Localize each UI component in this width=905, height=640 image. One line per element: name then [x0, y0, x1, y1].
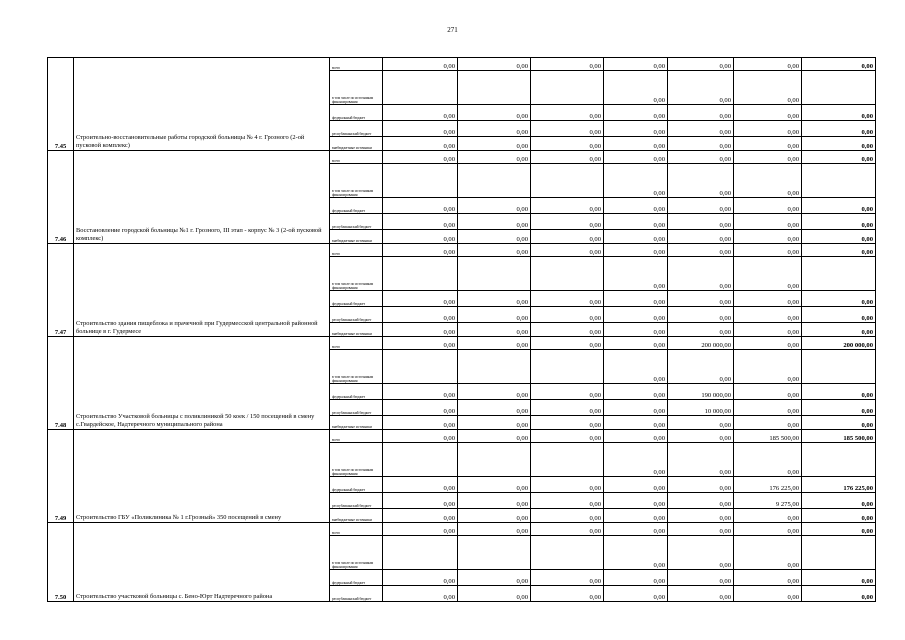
- funding-source-label: республиканский бюджет: [330, 493, 383, 509]
- value-cell: [802, 350, 876, 384]
- value-cell: [802, 443, 876, 477]
- value-cell: 0,00: [802, 291, 876, 307]
- funding-source-label: федеральный бюджет: [330, 291, 383, 307]
- value-cell: 0,00: [668, 244, 734, 257]
- value-cell: [458, 536, 531, 570]
- value-cell: 0,00: [802, 586, 876, 602]
- value-cell: 0,00: [458, 58, 531, 71]
- value-cell: 0,00: [383, 244, 458, 257]
- funding-source-label: всего: [330, 244, 383, 257]
- value-cell: [531, 164, 604, 198]
- value-cell: 0,00: [604, 214, 668, 230]
- value-cell: 0,00: [668, 350, 734, 384]
- funding-source-label: в том числе по источникам финансирования: [330, 536, 383, 570]
- value-cell: 9 275,00: [734, 493, 802, 509]
- value-cell: 0,00: [458, 291, 531, 307]
- value-cell: 0,00: [604, 523, 668, 536]
- value-cell: 0,00: [383, 105, 458, 121]
- funding-source-label: в том числе по источникам финансирования: [330, 257, 383, 291]
- value-cell: 0,00: [604, 71, 668, 105]
- value-cell: [383, 164, 458, 198]
- value-cell: 0,00: [531, 230, 604, 244]
- value-cell: 0,00: [604, 105, 668, 121]
- value-cell: 0,00: [604, 164, 668, 198]
- funding-source-label: федеральный бюджет: [330, 198, 383, 214]
- value-cell: 0,00: [734, 443, 802, 477]
- value-cell: 0,00: [383, 291, 458, 307]
- value-cell: 0,00: [458, 198, 531, 214]
- value-cell: 0,00: [604, 323, 668, 337]
- value-cell: 0,00: [604, 337, 668, 350]
- value-cell: 0,00: [734, 350, 802, 384]
- value-cell: 0,00: [383, 477, 458, 493]
- value-cell: [383, 71, 458, 105]
- value-cell: 0,00: [531, 430, 604, 443]
- value-cell: 0,00: [668, 523, 734, 536]
- funding-source-label: республиканский бюджет: [330, 400, 383, 416]
- value-cell: 0,00: [531, 337, 604, 350]
- value-cell: 0,00: [734, 121, 802, 137]
- value-cell: [458, 71, 531, 105]
- value-cell: [531, 536, 604, 570]
- value-cell: 0,00: [458, 151, 531, 164]
- value-cell: 0,00: [604, 570, 668, 586]
- value-cell: 0,00: [383, 58, 458, 71]
- funding-source-label: республиканский бюджет: [330, 586, 383, 602]
- value-cell: 0,00: [734, 400, 802, 416]
- value-cell: 0,00: [802, 214, 876, 230]
- value-cell: 0,00: [802, 151, 876, 164]
- table-row: [48, 337, 876, 350]
- value-cell: 0,00: [734, 257, 802, 291]
- value-cell: 0,00: [531, 323, 604, 337]
- table-row: [48, 430, 876, 443]
- value-cell: 0,00: [458, 493, 531, 509]
- table-row: [48, 523, 876, 536]
- value-cell: 0,00: [604, 443, 668, 477]
- value-cell: 0,00: [458, 121, 531, 137]
- value-cell: 0,00: [604, 493, 668, 509]
- value-cell: 0,00: [458, 230, 531, 244]
- value-cell: 0,00: [383, 493, 458, 509]
- value-cell: 0,00: [531, 523, 604, 536]
- value-cell: 0,00: [458, 244, 531, 257]
- item-title: Строительство участковой больницы с. Бено-Юрт Надтеречного района: [74, 523, 330, 602]
- value-cell: 0,00: [458, 523, 531, 536]
- funding-source-label: республиканский бюджет: [330, 214, 383, 230]
- item-number: 7.49: [48, 430, 74, 523]
- value-cell: 0,00: [668, 307, 734, 323]
- value-cell: 0,00: [734, 58, 802, 71]
- value-cell: 0,00: [531, 151, 604, 164]
- value-cell: 0,00: [802, 137, 876, 151]
- value-cell: 0,00: [734, 105, 802, 121]
- funding-source-label: федеральный бюджет: [330, 570, 383, 586]
- value-cell: 0,00: [734, 151, 802, 164]
- table-row: [48, 151, 876, 164]
- value-cell: 0,00: [734, 164, 802, 198]
- value-cell: 0,00: [604, 257, 668, 291]
- value-cell: 0,00: [668, 291, 734, 307]
- value-cell: 0,00: [734, 337, 802, 350]
- item-title: Строительно-восстановительные работы городской больницы № 4 г. Грозного (2-ой пусковой комплекс): [74, 58, 330, 151]
- value-cell: [458, 164, 531, 198]
- value-cell: 0,00: [383, 307, 458, 323]
- value-cell: 0,00: [458, 586, 531, 602]
- value-cell: 0,00: [668, 257, 734, 291]
- value-cell: 0,00: [668, 230, 734, 244]
- item-title: Строительство Участковой больницы с поликлиникой 50 коек / 150 посещений в смену с.Гвардейское, Надтеречного муниципального района: [74, 337, 330, 430]
- value-cell: 0,00: [531, 198, 604, 214]
- value-cell: 0,00: [531, 384, 604, 400]
- value-cell: 0,00: [668, 71, 734, 105]
- value-cell: 0,00: [604, 586, 668, 602]
- value-cell: 0,00: [802, 384, 876, 400]
- value-cell: 0,00: [458, 214, 531, 230]
- funding-source-label: всего: [330, 337, 383, 350]
- value-cell: 0,00: [383, 198, 458, 214]
- value-cell: 0,00: [734, 586, 802, 602]
- value-cell: 0,00: [383, 337, 458, 350]
- value-cell: 176 225,00: [734, 477, 802, 493]
- funding-source-label: федеральный бюджет: [330, 384, 383, 400]
- funding-source-label: всего: [330, 58, 383, 71]
- value-cell: 0,00: [734, 536, 802, 570]
- value-cell: 0,00: [383, 400, 458, 416]
- funding-source-label: в том числе по источникам финансирования: [330, 71, 383, 105]
- funding-source-label: внебюджетные источники: [330, 323, 383, 337]
- value-cell: [531, 257, 604, 291]
- value-cell: 0,00: [383, 523, 458, 536]
- item-number: 7.45: [48, 58, 74, 151]
- value-cell: 0,00: [383, 137, 458, 151]
- value-cell: 0,00: [734, 137, 802, 151]
- value-cell: 0,00: [604, 121, 668, 137]
- value-cell: [383, 536, 458, 570]
- value-cell: 0,00: [531, 137, 604, 151]
- value-cell: 0,00: [668, 570, 734, 586]
- value-cell: 190 000,00: [668, 384, 734, 400]
- value-cell: [383, 257, 458, 291]
- value-cell: 0,00: [383, 151, 458, 164]
- value-cell: 0,00: [531, 477, 604, 493]
- value-cell: 0,00: [604, 350, 668, 384]
- value-cell: 0,00: [531, 307, 604, 323]
- value-cell: 0,00: [734, 71, 802, 105]
- value-cell: 0,00: [668, 493, 734, 509]
- value-cell: 0,00: [604, 58, 668, 71]
- value-cell: 0,00: [668, 416, 734, 430]
- value-cell: 0,00: [734, 230, 802, 244]
- value-cell: 0,00: [458, 416, 531, 430]
- value-cell: 0,00: [802, 400, 876, 416]
- value-cell: 0,00: [531, 105, 604, 121]
- value-cell: 0,00: [458, 384, 531, 400]
- value-cell: 0,00: [604, 416, 668, 430]
- funding-source-label: внебюджетные источники: [330, 230, 383, 244]
- value-cell: 0,00: [383, 230, 458, 244]
- value-cell: 0,00: [383, 214, 458, 230]
- value-cell: 0,00: [734, 523, 802, 536]
- value-cell: 0,00: [734, 198, 802, 214]
- value-cell: 0,00: [802, 493, 876, 509]
- value-cell: 0,00: [604, 244, 668, 257]
- value-cell: 0,00: [604, 198, 668, 214]
- value-cell: 0,00: [604, 291, 668, 307]
- financing-table: [47, 57, 876, 602]
- value-cell: [531, 71, 604, 105]
- value-cell: 0,00: [604, 230, 668, 244]
- value-cell: 0,00: [802, 105, 876, 121]
- value-cell: 10 000,00: [668, 400, 734, 416]
- value-cell: 0,00: [802, 121, 876, 137]
- value-cell: 0,00: [734, 570, 802, 586]
- value-cell: 0,00: [458, 105, 531, 121]
- value-cell: 176 225,00: [802, 477, 876, 493]
- funding-source-label: внебюджетные источники: [330, 509, 383, 523]
- value-cell: 0,00: [734, 416, 802, 430]
- value-cell: 0,00: [531, 400, 604, 416]
- value-cell: 0,00: [668, 430, 734, 443]
- value-cell: 0,00: [531, 121, 604, 137]
- value-cell: 0,00: [668, 198, 734, 214]
- value-cell: [802, 71, 876, 105]
- value-cell: 0,00: [734, 307, 802, 323]
- value-cell: 0,00: [458, 400, 531, 416]
- value-cell: 0,00: [668, 477, 734, 493]
- value-cell: 0,00: [668, 121, 734, 137]
- value-cell: [458, 350, 531, 384]
- funding-source-label: всего: [330, 151, 383, 164]
- funding-source-label: республиканский бюджет: [330, 121, 383, 137]
- value-cell: 0,00: [734, 323, 802, 337]
- value-cell: 0,00: [604, 137, 668, 151]
- item-number: 7.47: [48, 244, 74, 337]
- value-cell: 0,00: [531, 244, 604, 257]
- value-cell: 185 500,00: [734, 430, 802, 443]
- item-number: 7.46: [48, 151, 74, 244]
- value-cell: 0,00: [604, 384, 668, 400]
- value-cell: 0,00: [531, 586, 604, 602]
- value-cell: 0,00: [458, 570, 531, 586]
- value-cell: 0,00: [802, 523, 876, 536]
- value-cell: 0,00: [531, 291, 604, 307]
- funding-source-label: внебюджетные источники: [330, 137, 383, 151]
- funding-source-label: федеральный бюджет: [330, 477, 383, 493]
- value-cell: 0,00: [531, 214, 604, 230]
- value-cell: 0,00: [383, 430, 458, 443]
- value-cell: 0,00: [383, 384, 458, 400]
- value-cell: 0,00: [734, 244, 802, 257]
- value-cell: 0,00: [531, 58, 604, 71]
- value-cell: 0,00: [383, 416, 458, 430]
- value-cell: 0,00: [734, 384, 802, 400]
- value-cell: [802, 164, 876, 198]
- value-cell: [531, 350, 604, 384]
- value-cell: 0,00: [802, 198, 876, 214]
- value-cell: 0,00: [668, 214, 734, 230]
- value-cell: 0,00: [668, 164, 734, 198]
- funding-source-label: республиканский бюджет: [330, 307, 383, 323]
- value-cell: 0,00: [604, 400, 668, 416]
- value-cell: 0,00: [604, 151, 668, 164]
- value-cell: 0,00: [531, 509, 604, 523]
- value-cell: 0,00: [531, 570, 604, 586]
- value-cell: 0,00: [383, 509, 458, 523]
- value-cell: 0,00: [734, 291, 802, 307]
- value-cell: 0,00: [802, 509, 876, 523]
- funding-source-label: всего: [330, 430, 383, 443]
- value-cell: 0,00: [458, 337, 531, 350]
- value-cell: 0,00: [802, 244, 876, 257]
- value-cell: 0,00: [604, 477, 668, 493]
- value-cell: 0,00: [531, 493, 604, 509]
- value-cell: [802, 536, 876, 570]
- value-cell: 0,00: [458, 430, 531, 443]
- value-cell: 0,00: [458, 137, 531, 151]
- value-cell: 0,00: [668, 137, 734, 151]
- item-number: 7.50: [48, 523, 74, 602]
- value-cell: 0,00: [802, 230, 876, 244]
- value-cell: 200 000,00: [668, 337, 734, 350]
- funding-source-label: в том числе по источникам финансирования: [330, 164, 383, 198]
- value-cell: 0,00: [604, 536, 668, 570]
- value-cell: 0,00: [531, 416, 604, 430]
- value-cell: 0,00: [458, 477, 531, 493]
- value-cell: 0,00: [802, 416, 876, 430]
- item-title: Восстановление городской больницы №1 г. Грозного, III этап - корпус № 3 (2-ой пусковой комплекс): [74, 151, 330, 244]
- item-number: 7.48: [48, 337, 74, 430]
- value-cell: 0,00: [668, 536, 734, 570]
- value-cell: 0,00: [383, 121, 458, 137]
- table-row: [48, 244, 876, 257]
- value-cell: 0,00: [668, 151, 734, 164]
- item-title: Строительство ГБУ «Поликлиника № 1 г.Грозный» 350 посещений в смену: [74, 430, 330, 523]
- value-cell: [531, 443, 604, 477]
- item-title: Строительство здания пищеблока и прачечной при Гудермесской центральной районной больнице в г. Гудермесе: [74, 244, 330, 337]
- value-cell: 0,00: [668, 58, 734, 71]
- value-cell: 0,00: [604, 307, 668, 323]
- value-cell: 0,00: [383, 586, 458, 602]
- value-cell: 0,00: [604, 430, 668, 443]
- funding-source-label: внебюджетные источники: [330, 416, 383, 430]
- value-cell: 0,00: [383, 570, 458, 586]
- value-cell: 185 500,00: [802, 430, 876, 443]
- page-number: 271: [447, 26, 458, 34]
- value-cell: 200 000,00: [802, 337, 876, 350]
- table-row: [48, 58, 876, 71]
- funding-source-label: в том числе по источникам финансирования: [330, 350, 383, 384]
- value-cell: [458, 257, 531, 291]
- funding-source-label: федеральный бюджет: [330, 105, 383, 121]
- funding-source-label: всего: [330, 523, 383, 536]
- value-cell: 0,00: [604, 509, 668, 523]
- value-cell: [383, 443, 458, 477]
- value-cell: 0,00: [668, 509, 734, 523]
- value-cell: 0,00: [802, 323, 876, 337]
- value-cell: 0,00: [802, 570, 876, 586]
- value-cell: 0,00: [668, 586, 734, 602]
- value-cell: 0,00: [458, 307, 531, 323]
- value-cell: 0,00: [458, 509, 531, 523]
- value-cell: 0,00: [668, 105, 734, 121]
- funding-source-label: в том числе по источникам финансирования: [330, 443, 383, 477]
- value-cell: 0,00: [383, 323, 458, 337]
- value-cell: 0,00: [734, 214, 802, 230]
- value-cell: 0,00: [668, 443, 734, 477]
- value-cell: 0,00: [802, 58, 876, 71]
- value-cell: 0,00: [802, 307, 876, 323]
- value-cell: [383, 350, 458, 384]
- value-cell: 0,00: [458, 323, 531, 337]
- value-cell: [458, 443, 531, 477]
- value-cell: [802, 257, 876, 291]
- value-cell: 0,00: [734, 509, 802, 523]
- value-cell: 0,00: [668, 323, 734, 337]
